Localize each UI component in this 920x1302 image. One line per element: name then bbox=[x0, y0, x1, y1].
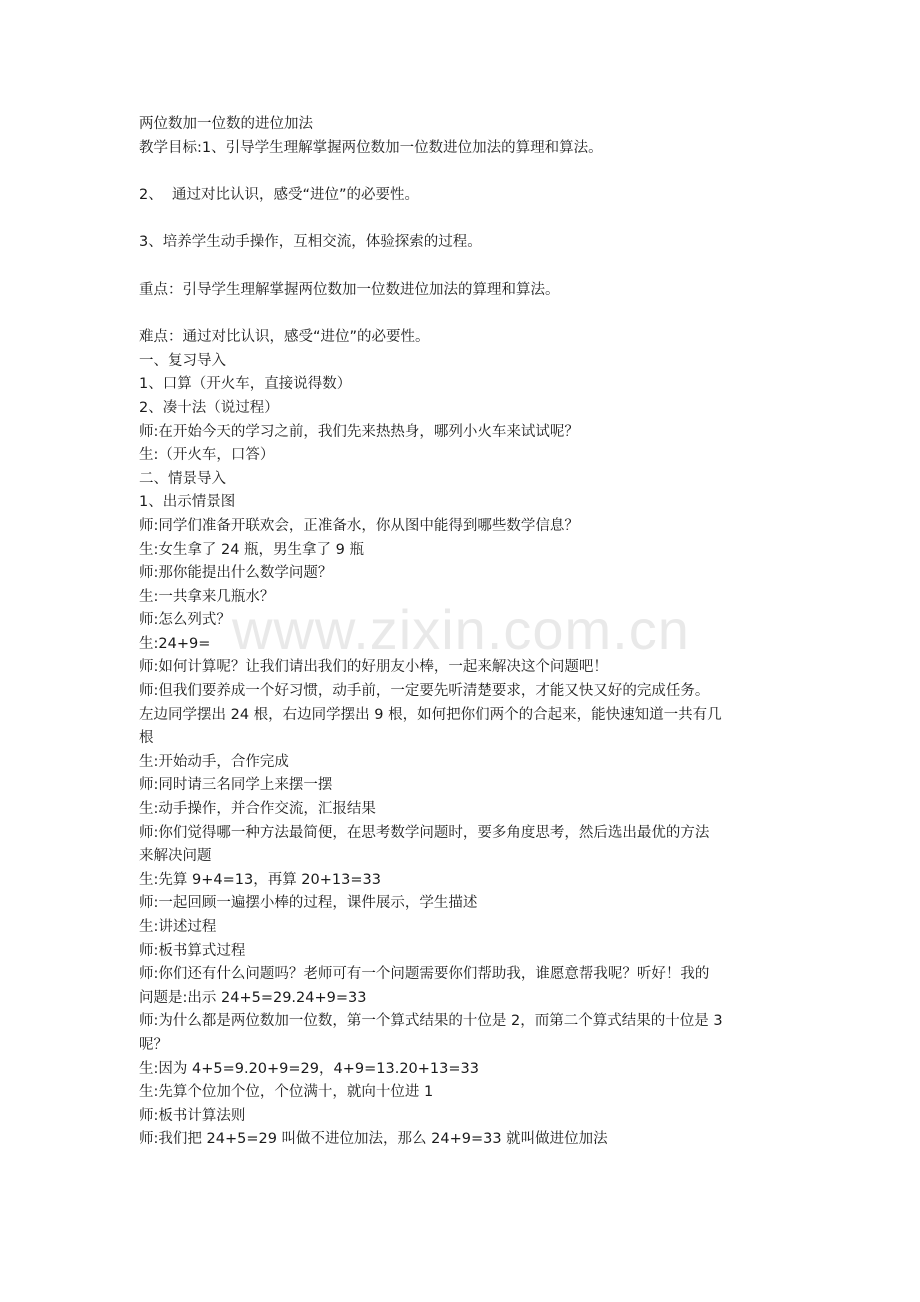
text-line: 师:但我们要养成一个好习惯，动手前，一定要先听清楚要求，才能又快又好的完成任务。 bbox=[139, 683, 710, 700]
text-line: 师:板书算式过程 bbox=[139, 942, 246, 959]
text-line: 1、出示情景图 bbox=[139, 494, 236, 511]
text-line: 来解决问题 bbox=[139, 848, 212, 865]
text-line: 一、复习导入 bbox=[139, 352, 226, 369]
text-line: 师:同学们准备开联欢会，正准备水，你从图中能得到哪些数学信息？ bbox=[139, 517, 579, 534]
text-line: 生:动手操作，并合作交流，汇报结果 bbox=[139, 801, 376, 818]
text-line: 生:先算 9+4=13，再算 20+13=33 bbox=[139, 871, 381, 888]
text-line: 左边同学摆出 24 根，右边同学摆出 9 根，如何把你们两个的合起来，能快速知道一共有几 bbox=[139, 706, 722, 723]
text-line: 生:女生拿了 24 瓶，男生拿了 9 瓶 bbox=[139, 541, 364, 558]
text-line: 呢？ bbox=[139, 1036, 168, 1053]
text-line: 1、口算（开火车，直接说得数） bbox=[139, 376, 352, 393]
watermark: www.zixin.com.cn bbox=[232, 598, 690, 661]
document-body bbox=[139, 113, 784, 1152]
text-line: 师:你们觉得哪一种方法最简便，在思考数学问题时，要多角度思考，然后选出最优的方法 bbox=[139, 824, 710, 841]
blank-line bbox=[139, 255, 784, 279]
text-line: 师:在开始今天的学习之前，我们先来热热身，哪列小火车来试试呢？ bbox=[139, 423, 579, 440]
text-line: 生:开始动手，合作完成 bbox=[139, 753, 289, 770]
text-line: 师:如何计算呢？让我们请出我们的好朋友小棒，一起来解决这个问题吧！ bbox=[139, 659, 608, 676]
blank-line bbox=[139, 160, 784, 184]
text-line: 重点：引导学生理解掌握两位数加一位数进位加法的算理和算法。 bbox=[139, 281, 560, 298]
text-line: 教学目标:1、引导学生理解掌握两位数加一位数进位加法的算理和算法。 bbox=[139, 139, 603, 156]
text-line: 师:我们把 24+5=29 叫做不进位加法，那么 24+9=33 就叫做进位加法 bbox=[139, 1131, 608, 1148]
text-line: 生:因为 4+5=9.20+9=29，4+9=13.20+13=33 bbox=[139, 1060, 479, 1077]
text-line: 师:板书计算法则 bbox=[139, 1107, 246, 1124]
text-line: 师:怎么列式？ bbox=[139, 612, 231, 629]
text-line: 师:一起回顾一遍摆小棒的过程，课件展示，学生描述 bbox=[139, 895, 478, 912]
text-line: 师:同时请三名同学上来摆一摆 bbox=[139, 777, 333, 794]
text-line: 问题是:出示 24+5=29.24+9=33 bbox=[139, 989, 367, 1006]
text-line: 生:讲述过程 bbox=[139, 919, 217, 935]
blank-line bbox=[139, 208, 784, 232]
text-line: 师:那你能提出什么数学问题？ bbox=[139, 565, 333, 582]
text-line: 2、 通过对比认识，感受“进位”的必要性。 bbox=[139, 186, 419, 203]
text-line: 师:你们还有什么问题吗？老师可有一个问题需要你们帮助我，谁愿意帮我呢？听好！我的 bbox=[139, 966, 710, 983]
text-line: 生:先算个位加个位，个位满十，就向十位进 1 bbox=[139, 1084, 434, 1101]
text-line: 3、培养学生动手操作，互相交流，体验探索的过程。 bbox=[139, 234, 482, 251]
text-line: 难点：通过对比认识，感受“进位”的必要性。 bbox=[139, 329, 430, 346]
document-title: 两位数加一位数的进位加法 bbox=[139, 116, 313, 132]
text-line: 生:一共拿来几瓶水？ bbox=[139, 588, 275, 605]
text-line: 根 bbox=[139, 730, 154, 747]
text-line: 2、凑十法（说过程） bbox=[139, 399, 279, 416]
text-line: 生:24+9= bbox=[139, 635, 211, 652]
text-line: 生:（开火车，口答） bbox=[139, 447, 275, 464]
blank-line bbox=[139, 302, 784, 326]
text-line: 师:为什么都是两位数加一位数，第一个算式结果的十位是 2，而第二个算式结果的十位是 3 bbox=[139, 1013, 723, 1030]
text-line: 二、情景导入 bbox=[139, 470, 226, 487]
